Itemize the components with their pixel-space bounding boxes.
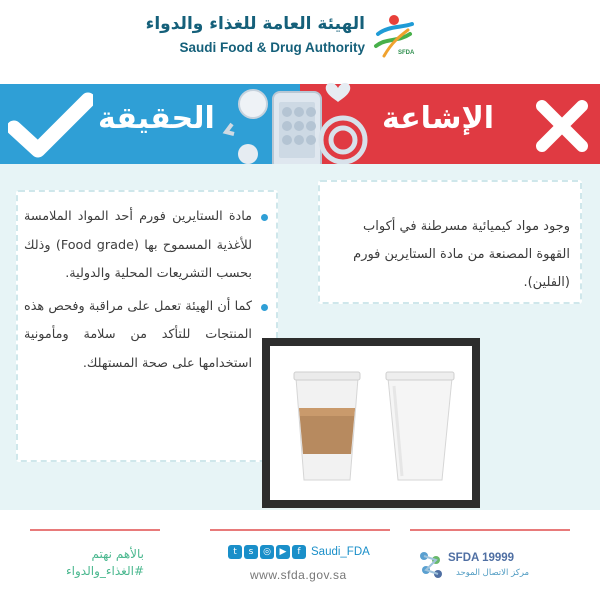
coffee-cups-image bbox=[270, 346, 472, 500]
rumor-text: وجود مواد كيميائية مسرطنة في أكواب القهوة المصنعة من مادة الستايرين فورم (الفلين). bbox=[353, 219, 570, 290]
hashtags bbox=[44, 546, 144, 580]
youtube-icon[interactable]: ▶ bbox=[276, 545, 290, 559]
rumor-title: الإشاعة bbox=[382, 101, 495, 136]
bullet-icon bbox=[261, 304, 268, 311]
checkmark-icon bbox=[8, 92, 93, 162]
hotline-number: SFDA 19999 bbox=[448, 552, 515, 564]
x-mark-icon bbox=[532, 96, 592, 156]
org-name-english: Saudi Food & Drug Authority bbox=[179, 40, 365, 55]
twitter-icon[interactable]: t bbox=[228, 545, 242, 559]
sfda-logo-icon bbox=[370, 12, 420, 64]
fact-item bbox=[24, 293, 268, 379]
footer-divider bbox=[30, 529, 160, 531]
fact-item-text: مادة الستايرين فورم أحد المواد الملامسة للأغذية المسموح بها (Food grade) وذلك بحسب التشريعات المحلية والدولية. bbox=[24, 209, 252, 281]
bullet-icon bbox=[261, 214, 268, 221]
header bbox=[0, 0, 600, 72]
fact-title: الحقيقة bbox=[98, 101, 215, 136]
footer-divider bbox=[410, 529, 570, 531]
hotline-label: مركز الاتصال الموحد bbox=[456, 568, 530, 578]
facebook-icon[interactable]: f bbox=[292, 545, 306, 559]
fact-list bbox=[24, 203, 268, 382]
social-links bbox=[228, 544, 370, 560]
instagram-icon[interactable]: ◎ bbox=[260, 545, 274, 559]
hashtag-food-drug[interactable]: #الغذاء_والدواء bbox=[66, 564, 144, 578]
fact-item bbox=[24, 203, 268, 289]
snapchat-icon[interactable]: s bbox=[244, 545, 258, 559]
social-media-illustration bbox=[218, 74, 378, 178]
hashtag-slogan: بالأهم نهتم bbox=[91, 547, 144, 561]
sfda-logo-text: SFDA bbox=[398, 50, 415, 56]
org-name-arabic: الهيئة العامة للغذاء والدواء bbox=[145, 14, 365, 34]
call-center-icon bbox=[414, 548, 448, 582]
footer-divider bbox=[210, 529, 390, 531]
social-handle[interactable]: Saudi_FDA bbox=[311, 546, 370, 558]
website-link[interactable]: www.sfda.gov.sa bbox=[250, 568, 347, 582]
fact-item-text: كما أن الهيئة تعمل على مراقبة وفحص هذه المنتجات للتأكد من سلامة ومأمونية استخدامها على صحة المستهلك. bbox=[24, 298, 252, 371]
